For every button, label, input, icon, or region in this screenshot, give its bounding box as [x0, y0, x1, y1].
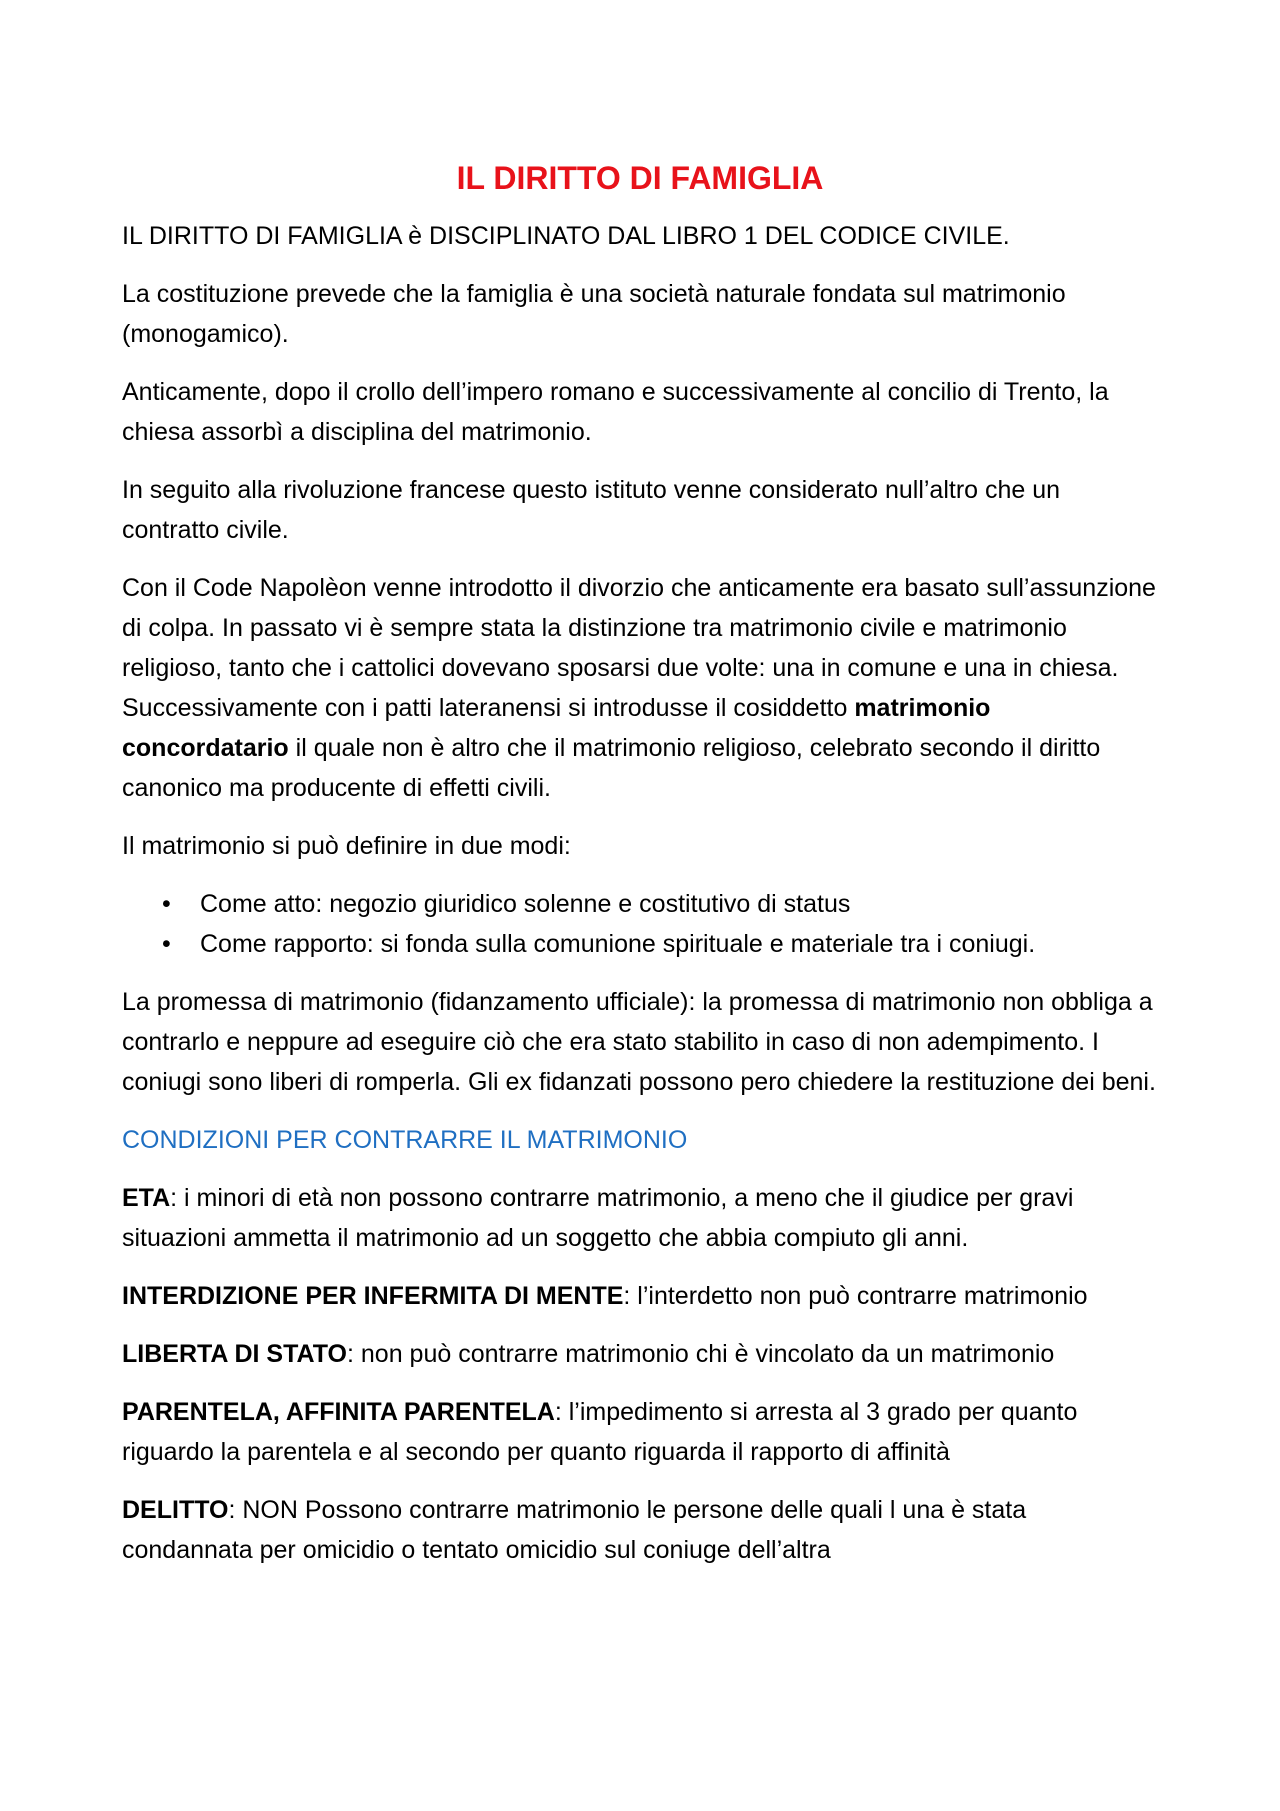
- condition-text: : l’interdetto non può contrarre matrimonio: [623, 1282, 1088, 1310]
- condition-interdizione: [122, 1276, 1158, 1316]
- condition-term: PARENTELA, AFFINITA PARENTELA: [122, 1398, 555, 1426]
- condition-parentela: [122, 1392, 1158, 1472]
- list-item-text: Come atto: negozio giuridico solenne e costitutivo di status: [200, 890, 851, 918]
- condition-text: : l’impedimento si arresta al 3 grado per quanto riguardo la parentela e al secondo per quanto riguarda il rapporto di affinità: [122, 1398, 1078, 1466]
- condition-text: : non può contrarre matrimonio chi è vincolato da un matrimonio: [347, 1340, 1055, 1368]
- list-item: [162, 924, 1158, 964]
- list-item-text: Come rapporto: si fonda sulla comunione spirituale e materiale tra i coniugi.: [200, 930, 1036, 958]
- condition-text: : i minori di età non possono contrarre matrimonio, a meno che il giudice per gravi situazioni ammetta il matrimonio ad un soggetto che abbia compiuto gli anni.: [122, 1184, 1074, 1252]
- paragraph-anticamente: Anticamente, dopo il crollo dell’impero romano e successivamente al concilio di Trento, la chiesa assorbì a disciplina del matrimonio.: [122, 378, 1109, 446]
- condition-term: INTERDIZIONE PER INFERMITA DI MENTE: [122, 1282, 624, 1310]
- document-title: IL DIRITTO DI FAMIGLIA: [456, 160, 824, 196]
- condition-liberta: [122, 1334, 1158, 1374]
- paragraph-costituzione: La costituzione prevede che la famiglia è una società naturale fondata sul matrimonio (monogamico).: [122, 280, 1066, 348]
- condition-term: DELITTO: [122, 1496, 229, 1524]
- paragraph-codice-civile: IL DIRITTO DI FAMIGLIA è DISCIPLINATO DAL LIBRO 1 DEL CODICE CIVILE.: [122, 222, 1010, 250]
- bullet-marker: •: [162, 890, 171, 918]
- conditions-heading: CONDIZIONI PER CONTRARRE IL MATRIMONIO: [122, 1126, 688, 1154]
- bullet-marker: •: [162, 930, 171, 958]
- definition-list: [122, 884, 1158, 964]
- paragraph-definition-intro: Il matrimonio si può definire in due modi:: [122, 832, 571, 860]
- napoleon-text-before: Con il Code Napolèon venne introdotto il divorzio che anticamente era basato sull’assunzione di colpa. In passato vi è sempre stata la distinzione tra matrimonio civile e matrimonio religioso, tanto che i cattolici dovevano sposarsi due volte: una in comune e una in chiesa. Successivamente con i patti lateranensi si introdusse il cosiddetto: [122, 574, 1156, 722]
- condition-text: : NON Possono contrarre matrimonio le persone delle quali l una è stata condannata per omicidio o tentato omicidio sul coniuge dell’altra: [122, 1496, 1027, 1564]
- list-item: [162, 884, 1158, 924]
- condition-eta: [122, 1178, 1158, 1258]
- napoleon-text-after: il quale non è altro che il matrimonio religioso, celebrato secondo il diritto canonico ma producente di effetti civili.: [122, 734, 1101, 802]
- paragraph-code-napoleon: [122, 568, 1158, 808]
- napoleon-bold-term: matrimonio concordatario: [122, 694, 991, 762]
- paragraph-rivoluzione: In seguito alla rivoluzione francese questo istituto venne considerato null’altro che un contratto civile.: [122, 476, 1061, 544]
- condition-term: ETA: [122, 1184, 171, 1212]
- condition-term: LIBERTA DI STATO: [122, 1340, 347, 1368]
- paragraph-promessa: La promessa di matrimonio (fidanzamento ufficiale): la promessa di matrimonio non obbliga a contrarlo e neppure ad eseguire ciò che era stato stabilito in caso di non adempimento. I coniugi sono liberi di romperla. Gli ex fidanzati possono pero chiedere la restituzione dei beni.: [122, 988, 1156, 1096]
- condition-delitto: [122, 1490, 1158, 1570]
